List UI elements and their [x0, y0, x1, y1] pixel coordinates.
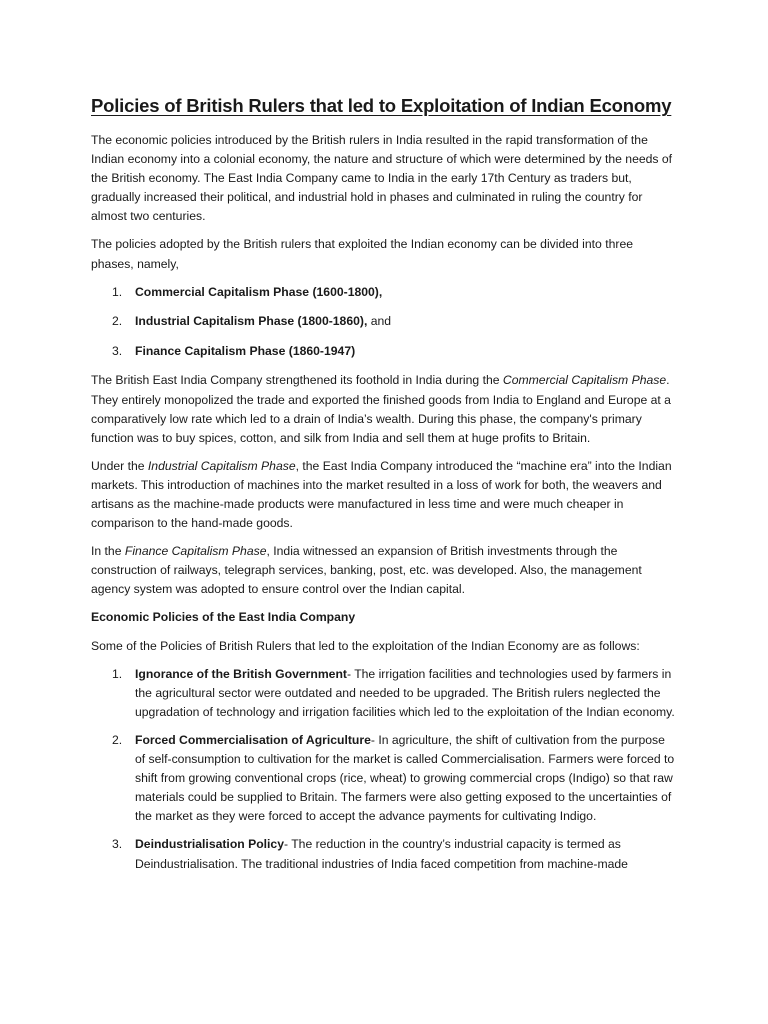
phase-label: Finance Capitalism Phase (1860-1947)	[135, 343, 356, 358]
text-run: , the East India Company introduced the “machine era” into the Indian markets. This introduction of machines into the market resulted in a loss of work for both, the weavers and artisans as the machine-made products were manufactured in less time and were much cheaper in comparison to the hand-made goods.	[91, 458, 672, 531]
list-number: 2.	[112, 732, 123, 747]
page-title: Policies of British Rulers that led to Exploitation of Indian Economy	[91, 95, 672, 116]
list-number: 3.	[112, 343, 123, 358]
policies-list	[91, 665, 676, 874]
list-number: 1.	[112, 284, 123, 299]
emphasis-text: Commercial Capitalism Phase	[502, 373, 667, 388]
phase-label: Industrial Capitalism Phase (1800-1860),	[135, 314, 368, 329]
text-run: In the	[91, 544, 125, 559]
policy-item	[91, 731, 676, 826]
policy-label: Forced Commercialisation of Agriculture	[135, 732, 371, 747]
policy-text: - The irrigation facilities and technologies used by farmers in the agricultural sector were outdated and needed to be upgraded. The British rulers neglected the upgradation of technology and irrigation facilities which led to the exploitation of the Indian economy.	[135, 666, 675, 719]
policy-text: - The reduction in the country’s industrial capacity is termed as Deindustrialisation. The traditional industries of India faced competition from machine-made	[135, 837, 628, 871]
policy-label: Ignorance of the British Government	[135, 666, 347, 681]
policy-text: - In agriculture, the shift of cultivation from the purpose of self-consumption to cultivation for the market is called Commercialisation. Farmers were forced to shift from growing conventional crops (rice, wheat) to growing commercial crops (Indigo) so that raw materials could be supplied to Britain. The farmers were also getting exposed to the uncertainties of the market as they were forced to accept the advance payments for cultivating Indigo.	[135, 732, 675, 824]
phase-label: Commercial Capitalism Phase (1600-1800),	[135, 284, 383, 299]
phase-item	[91, 283, 676, 302]
list-number: 2.	[112, 314, 123, 329]
phase-item	[91, 342, 676, 361]
phases-list	[91, 283, 676, 361]
policies-intro-paragraph: Some of the Policies of British Rulers that led to the exploitation of the Indian Economy are as follows:	[91, 638, 640, 653]
emphasis-text: Industrial Capitalism Phase	[147, 458, 296, 473]
section-heading: Economic Policies of the East India Company	[91, 610, 356, 625]
phase-item	[91, 312, 676, 331]
phase-suffix: and	[367, 314, 392, 329]
text-run: The British East India Company strengthened its foothold in India during the	[91, 373, 503, 388]
industrial-phase-paragraph	[91, 457, 676, 533]
intro-paragraph: The economic policies introduced by the British rulers in India resulted in the rapid transformation of the Indian economy into a colonial economy, the nature and structure of which were determined by the needs of the British economy. The East India Company came to India in the early 17th Century as traders but, gradually increased their political, and industrial hold in phases and culminated in ruling the country for almost two centuries.	[91, 133, 673, 224]
policy-item	[91, 835, 676, 873]
text-run: , India witnessed an expansion of British investments through the construction of railways, telegraph services, banking, post, etc. was developed. Also, the management agency system was adopted to ensure control over the Indian capital.	[91, 544, 642, 597]
finance-phase-paragraph	[91, 542, 676, 599]
text-run: . They entirely monopolized the trade and exported the finished goods from India to England and Europe at a comparatively low rate which led to a drain of India’s wealth. During this phase, the company's primary function was to buy spices, cotton, and silk from India and sell them at huge profits to Britain.	[91, 373, 671, 445]
phases-intro-paragraph: The policies adopted by the British rulers that exploited the Indian economy can be divided into three phases, namely,	[91, 237, 633, 271]
policy-label: Deindustrialisation Policy	[135, 837, 284, 852]
list-number: 3.	[112, 837, 123, 852]
policy-item	[91, 665, 676, 722]
list-number: 1.	[112, 666, 123, 681]
commercial-phase-paragraph	[91, 371, 676, 447]
text-run: Under the	[91, 458, 148, 473]
emphasis-text: Finance Capitalism Phase	[124, 544, 267, 559]
